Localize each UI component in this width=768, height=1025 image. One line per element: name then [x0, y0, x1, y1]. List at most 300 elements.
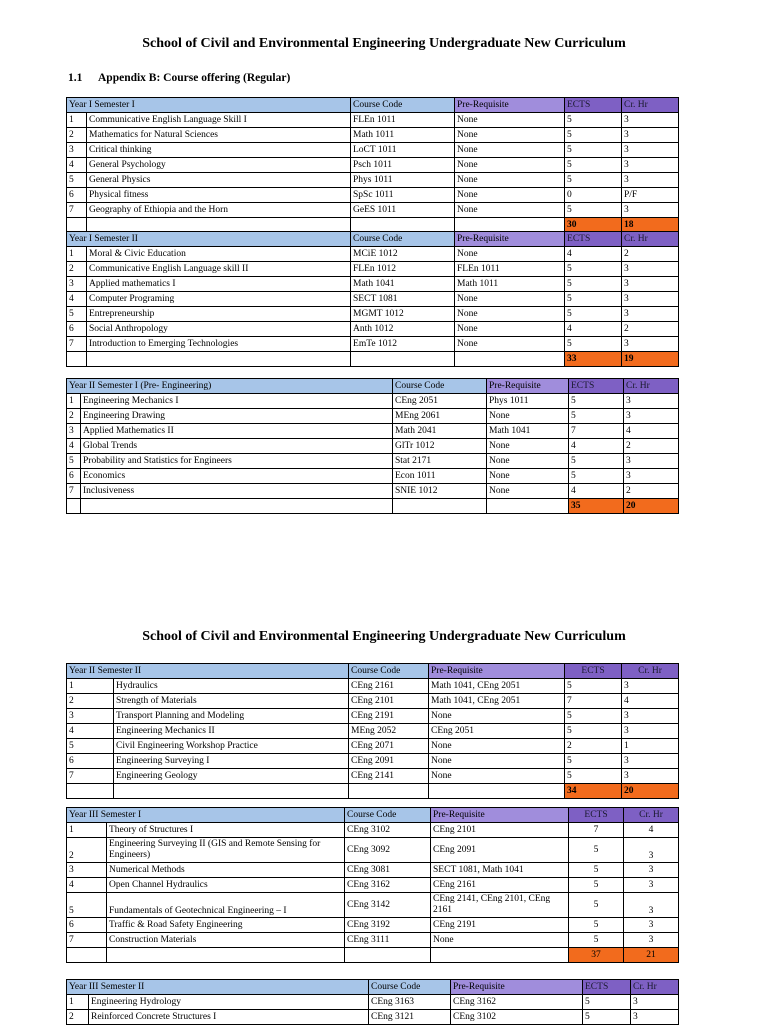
row-number: 3	[67, 277, 87, 292]
col-credit-hours: Cr. Hr	[622, 98, 679, 113]
credit-hours: 3	[622, 724, 679, 739]
row-number: 1	[67, 113, 87, 128]
course-title: Applied Mathematics II	[81, 424, 393, 439]
ects-value: 7	[569, 424, 624, 439]
row-number: 1	[67, 247, 87, 262]
row-number: 5	[67, 173, 87, 188]
row-number: 3	[67, 143, 87, 158]
table-row	[67, 769, 679, 784]
credit-hours: 3	[624, 878, 679, 893]
total-credit-hours: 19	[622, 352, 679, 367]
course-title: Economics	[81, 469, 393, 484]
ects-value: 0	[565, 188, 622, 203]
col-course-code: Course Code	[393, 379, 487, 394]
ects-value: 5	[569, 933, 624, 948]
row-number: 5	[67, 454, 81, 469]
course-title: Theory of Structures I	[107, 823, 345, 838]
prerequisite: None	[455, 143, 565, 158]
ects-value: 5	[565, 307, 622, 322]
course-code: FLEn 1011	[351, 113, 455, 128]
prerequisite: None	[429, 739, 565, 754]
col-ects: ECTS	[565, 98, 622, 113]
table-row	[67, 188, 679, 203]
table-row	[67, 484, 679, 499]
row-number: 6	[67, 469, 81, 484]
course-code: SECT 1081	[351, 292, 455, 307]
table-row	[67, 247, 679, 262]
total-credit-hours: 18	[622, 218, 679, 233]
row-number: 7	[67, 337, 87, 352]
table-row	[67, 694, 679, 709]
credit-hours: 3	[624, 469, 679, 484]
credit-hours: 4	[622, 694, 679, 709]
prerequisite: None	[455, 173, 565, 188]
ects-value: 5	[565, 173, 622, 188]
table-row	[67, 918, 679, 933]
table-row	[67, 439, 679, 454]
col-course-code: Course Code	[351, 232, 455, 247]
table-header-row	[67, 98, 679, 113]
course-code: CEng 2161	[349, 679, 429, 694]
credit-hours: 3	[622, 203, 679, 218]
totals-row	[67, 352, 679, 367]
row-number: 5	[67, 307, 87, 322]
ects-value: 5	[569, 394, 624, 409]
table-row	[67, 277, 679, 292]
credit-hours: 2	[622, 322, 679, 337]
row-number: 2	[67, 128, 87, 143]
table-header-row	[67, 379, 679, 394]
course-code: CEng 3111	[345, 933, 431, 948]
course-title: Computer Programing	[87, 292, 351, 307]
row-number: 7	[67, 769, 114, 784]
row-number: 6	[67, 754, 114, 769]
credit-hours: 3	[622, 113, 679, 128]
credit-hours: 3	[622, 173, 679, 188]
course-code: CEng 2051	[393, 394, 487, 409]
table-row	[67, 933, 679, 948]
course-title: Probability and Statistics for Engineers	[81, 454, 393, 469]
prerequisite: Math 1041, CEng 2051	[429, 694, 565, 709]
table-row	[67, 893, 679, 918]
semester-heading: Year II Semester II	[67, 664, 349, 679]
course-code: SNIE 1012	[393, 484, 487, 499]
prerequisite: FLEn 1011	[455, 262, 565, 277]
prerequisite: None	[487, 439, 569, 454]
course-table-year2-sem2	[66, 663, 679, 799]
course-table-year1-sem2	[66, 231, 679, 367]
credit-hours: 2	[622, 247, 679, 262]
credit-hours: 3	[622, 128, 679, 143]
course-code: Econ 1011	[393, 469, 487, 484]
course-code: EmTe 1012	[351, 337, 455, 352]
col-ects: ECTS	[569, 808, 624, 823]
ects-value: 5	[565, 292, 622, 307]
col-course-code: Course Code	[369, 980, 451, 995]
prerequisite: CEng 2161	[431, 878, 569, 893]
table-row	[67, 1010, 679, 1025]
prerequisite: None	[455, 292, 565, 307]
course-code: Anth 1012	[351, 322, 455, 337]
course-title: Communicative English Language Skill I	[87, 113, 351, 128]
table-row	[67, 679, 679, 694]
course-title: Inclusiveness	[81, 484, 393, 499]
course-title: Mathematics for Natural Sciences	[87, 128, 351, 143]
col-course-code: Course Code	[349, 664, 429, 679]
semester-heading: Year III Semester II	[67, 980, 369, 995]
prerequisite: None	[455, 113, 565, 128]
course-table-year1-sem1	[66, 97, 679, 233]
row-number: 2	[67, 694, 114, 709]
ects-value: 5	[565, 277, 622, 292]
ects-value: 4	[565, 322, 622, 337]
prerequisite: CEng 2141, CEng 2101, CEng 2161	[431, 893, 569, 918]
course-code: Math 2041	[393, 424, 487, 439]
course-title: Introduction to Emerging Technologies	[87, 337, 351, 352]
row-number: 6	[67, 918, 107, 933]
credit-hours: 4	[624, 823, 679, 838]
credit-hours: 3	[631, 995, 679, 1010]
col-prerequisite: Pre-Requisite	[429, 664, 565, 679]
row-number: 6	[67, 322, 87, 337]
course-title: General Psychology	[87, 158, 351, 173]
row-number: 7	[67, 203, 87, 218]
table-row	[67, 454, 679, 469]
table-row	[67, 322, 679, 337]
course-title: Fundamentals of Geotechnical Engineering – I	[107, 893, 345, 918]
course-table-year3-sem2	[66, 979, 679, 1025]
row-number: 4	[67, 292, 87, 307]
prerequisite: None	[487, 409, 569, 424]
totals-row	[67, 499, 679, 514]
course-code: Stat 2171	[393, 454, 487, 469]
total-ects: 35	[569, 499, 624, 514]
prerequisite: None	[487, 469, 569, 484]
credit-hours: 2	[624, 439, 679, 454]
row-number: 2	[67, 409, 81, 424]
total-credit-hours: 20	[622, 784, 679, 799]
prerequisite: None	[429, 709, 565, 724]
credit-hours: 3	[622, 292, 679, 307]
course-title: Engineering Geology	[114, 769, 349, 784]
row-number: 5	[67, 739, 114, 754]
course-code: CEng 2141	[349, 769, 429, 784]
totals-row	[67, 784, 679, 799]
col-course-code: Course Code	[345, 808, 431, 823]
semester-heading: Year I Semester II	[67, 232, 351, 247]
credit-hours: P/F	[622, 188, 679, 203]
course-title: Civil Engineering Workshop Practice	[114, 739, 349, 754]
ects-value: 5	[565, 143, 622, 158]
section-heading	[68, 72, 290, 84]
course-code: Psch 1011	[351, 158, 455, 173]
prerequisite: Math 1011	[455, 277, 565, 292]
col-prerequisite: Pre-Requisite	[487, 379, 569, 394]
col-credit-hours: Cr. Hr	[631, 980, 679, 995]
row-number: 7	[67, 933, 107, 948]
table-row	[67, 337, 679, 352]
table-row	[67, 823, 679, 838]
course-title: Engineering Mechanics I	[81, 394, 393, 409]
prerequisite: None	[487, 484, 569, 499]
course-title: Hydraulics	[114, 679, 349, 694]
prerequisite: None	[487, 454, 569, 469]
prerequisite: None	[455, 128, 565, 143]
course-title: Critical thinking	[87, 143, 351, 158]
total-ects: 37	[569, 948, 624, 963]
course-code: Math 1011	[351, 128, 455, 143]
course-title: Engineering Hydrology	[89, 995, 369, 1010]
course-title: Engineering Surveying I	[114, 754, 349, 769]
credit-hours: 3	[622, 158, 679, 173]
prerequisite: CEng 2191	[431, 918, 569, 933]
credit-hours: 3	[622, 337, 679, 352]
semester-heading: Year III Semester I	[67, 808, 345, 823]
row-number: 3	[67, 709, 114, 724]
col-prerequisite: Pre-Requisite	[451, 980, 583, 995]
section-title: Appendix B: Course offering (Regular)	[98, 72, 291, 84]
table-row	[67, 203, 679, 218]
row-number: 1	[67, 394, 81, 409]
ects-value: 5	[569, 409, 624, 424]
course-code: CEng 3162	[345, 878, 431, 893]
course-title: Construction Materials	[107, 933, 345, 948]
course-code: Phys 1011	[351, 173, 455, 188]
credit-hours: 3	[624, 409, 679, 424]
table-row	[67, 424, 679, 439]
table-row	[67, 394, 679, 409]
ects-value: 5	[565, 679, 622, 694]
ects-value: 5	[565, 203, 622, 218]
col-credit-hours: Cr. Hr	[622, 664, 679, 679]
page-title-1: School of Civil and Environmental Engineering Undergraduate New Curriculum	[142, 36, 626, 51]
ects-value: 5	[565, 754, 622, 769]
row-number: 4	[67, 878, 107, 893]
credit-hours: 3	[624, 394, 679, 409]
prerequisite: CEng 3102	[451, 1010, 583, 1025]
prerequisite: Math 1041	[487, 424, 569, 439]
credit-hours: 1	[622, 739, 679, 754]
credit-hours: 3	[624, 918, 679, 933]
row-number: 7	[67, 484, 81, 499]
credit-hours: 3	[624, 838, 679, 863]
ects-value: 5	[569, 918, 624, 933]
course-title: Entrepreneurship	[87, 307, 351, 322]
table-row	[67, 838, 679, 863]
prerequisite: SECT 1081, Math 1041	[431, 863, 569, 878]
col-prerequisite: Pre-Requisite	[431, 808, 569, 823]
credit-hours: 3	[622, 709, 679, 724]
course-table-year2-sem1	[66, 378, 679, 514]
table-row	[67, 409, 679, 424]
table-row	[67, 724, 679, 739]
row-number: 1	[67, 679, 114, 694]
course-code: CEng 3081	[345, 863, 431, 878]
col-credit-hours: Cr. Hr	[622, 232, 679, 247]
prerequisite: None	[455, 307, 565, 322]
semester-heading: Year II Semester I (Pre- Engineering)	[67, 379, 393, 394]
table-row	[67, 878, 679, 893]
col-ects: ECTS	[569, 379, 624, 394]
total-ects: 30	[565, 218, 622, 233]
course-title: Global Trends	[81, 439, 393, 454]
course-title: Applied mathematics I	[87, 277, 351, 292]
course-title: Social Anthropology	[87, 322, 351, 337]
semester-heading: Year I Semester I	[67, 98, 351, 113]
table-row	[67, 262, 679, 277]
course-code: CEng 2071	[349, 739, 429, 754]
ects-value: 5	[569, 454, 624, 469]
col-prerequisite: Pre-Requisite	[455, 98, 565, 113]
table-row	[67, 158, 679, 173]
ects-value: 5	[565, 262, 622, 277]
table-row	[67, 739, 679, 754]
credit-hours: 3	[624, 454, 679, 469]
course-code: MCiE 1012	[351, 247, 455, 262]
table-header-row	[67, 808, 679, 823]
course-title: Transport Planning and Modeling	[114, 709, 349, 724]
credit-hours: 3	[631, 1010, 679, 1025]
row-number: 6	[67, 188, 87, 203]
ects-value: 5	[583, 1010, 631, 1025]
table-row	[67, 863, 679, 878]
course-title: Communicative English Language skill II	[87, 262, 351, 277]
course-code: LoCT 1011	[351, 143, 455, 158]
row-number: 3	[67, 863, 107, 878]
row-number: 4	[67, 158, 87, 173]
total-ects: 33	[565, 352, 622, 367]
prerequisite: CEng 2051	[429, 724, 565, 739]
col-ects: ECTS	[583, 980, 631, 995]
prerequisite: Phys 1011	[487, 394, 569, 409]
ects-value: 5	[565, 709, 622, 724]
course-code: CEng 2101	[349, 694, 429, 709]
col-credit-hours: Cr. Hr	[624, 808, 679, 823]
prerequisite: None	[455, 337, 565, 352]
row-number: 4	[67, 724, 114, 739]
course-title: Physical fitness	[87, 188, 351, 203]
ects-value: 2	[565, 739, 622, 754]
credit-hours: 2	[624, 484, 679, 499]
table-row	[67, 128, 679, 143]
course-code: MEng 2052	[349, 724, 429, 739]
ects-value: 4	[569, 439, 624, 454]
course-title: Strength of Materials	[114, 694, 349, 709]
course-code: GlTr 1012	[393, 439, 487, 454]
prerequisite: None	[455, 247, 565, 262]
course-table-year3-sem1	[66, 807, 679, 963]
total-credit-hours: 21	[624, 948, 679, 963]
course-code: CEng 3092	[345, 838, 431, 863]
ects-value: 5	[569, 893, 624, 918]
table-header-row	[67, 980, 679, 995]
prerequisite: None	[455, 322, 565, 337]
prerequisite: None	[429, 754, 565, 769]
course-code: CEng 3121	[369, 1010, 451, 1025]
prerequisite: CEng 3162	[451, 995, 583, 1010]
col-ects: ECTS	[565, 232, 622, 247]
course-title: Open Channel Hydraulics	[107, 878, 345, 893]
course-code: MEng 2061	[393, 409, 487, 424]
col-prerequisite: Pre-Requisite	[455, 232, 565, 247]
course-code: CEng 3102	[345, 823, 431, 838]
ects-value: 5	[565, 337, 622, 352]
table-row	[67, 995, 679, 1010]
table-header-row	[67, 664, 679, 679]
row-number: 2	[67, 1010, 89, 1025]
ects-value: 5	[565, 113, 622, 128]
table-row	[67, 754, 679, 769]
ects-value: 5	[565, 128, 622, 143]
table-row	[67, 173, 679, 188]
course-title: Moral & Civic Education	[87, 247, 351, 262]
row-number: 2	[67, 262, 87, 277]
section-number: 1.1	[68, 72, 83, 84]
ects-value: 5	[565, 769, 622, 784]
credit-hours: 3	[622, 262, 679, 277]
course-code: MGMT 1012	[351, 307, 455, 322]
table-row	[67, 292, 679, 307]
row-number: 3	[67, 424, 81, 439]
course-code: CEng 2191	[349, 709, 429, 724]
credit-hours: 3	[622, 307, 679, 322]
credit-hours: 3	[622, 679, 679, 694]
course-title: Engineering Surveying II (GIS and Remote Sensing for Engineers)	[107, 838, 345, 863]
credit-hours: 3	[622, 769, 679, 784]
table-row	[67, 307, 679, 322]
credit-hours: 4	[624, 424, 679, 439]
row-number: 1	[67, 995, 89, 1010]
row-number: 2	[67, 838, 107, 863]
table-row	[67, 113, 679, 128]
row-number: 1	[67, 823, 107, 838]
col-course-code: Course Code	[351, 98, 455, 113]
credit-hours: 3	[622, 754, 679, 769]
ects-value: 5	[565, 158, 622, 173]
credit-hours: 3	[622, 277, 679, 292]
course-code: CEng 3192	[345, 918, 431, 933]
ects-value: 5	[565, 724, 622, 739]
ects-value: 4	[565, 247, 622, 262]
page-title-2: School of Civil and Environmental Engineering Undergraduate New Curriculum	[142, 629, 626, 644]
ects-value: 5	[569, 863, 624, 878]
col-credit-hours: Cr. Hr	[624, 379, 679, 394]
credit-hours: 3	[624, 893, 679, 918]
credit-hours: 3	[624, 863, 679, 878]
prerequisite: None	[455, 203, 565, 218]
course-title: Traffic & Road Safety Engineering	[107, 918, 345, 933]
ects-value: 7	[569, 823, 624, 838]
prerequisite: None	[429, 769, 565, 784]
ects-value: 5	[583, 995, 631, 1010]
table-row	[67, 709, 679, 724]
course-title: Numerical Methods	[107, 863, 345, 878]
course-code: FLEn 1012	[351, 262, 455, 277]
totals-row	[67, 948, 679, 963]
course-code: SpSc 1011	[351, 188, 455, 203]
prerequisite: CEng 2091	[431, 838, 569, 863]
ects-value: 5	[569, 838, 624, 863]
course-title: Reinforced Concrete Structures I	[89, 1010, 369, 1025]
row-number: 4	[67, 439, 81, 454]
course-code: Math 1041	[351, 277, 455, 292]
credit-hours: 3	[624, 933, 679, 948]
course-title: Geography of Ethiopia and the Horn	[87, 203, 351, 218]
credit-hours: 3	[622, 143, 679, 158]
ects-value: 5	[569, 469, 624, 484]
course-code: GeES 1011	[351, 203, 455, 218]
table-row	[67, 143, 679, 158]
